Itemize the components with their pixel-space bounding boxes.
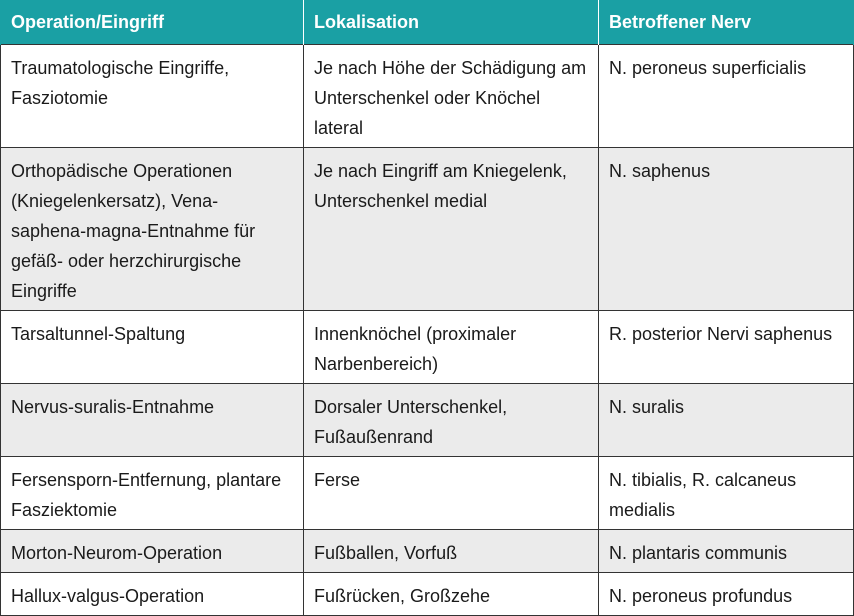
cell-lokalisation: Je nach Eingriff am Kniegelenk, Unterschenkel medial bbox=[304, 148, 599, 311]
cell-operation: Hallux-valgus-Operation bbox=[1, 573, 304, 616]
cell-operation: Tarsaltunnel-Spaltung bbox=[1, 311, 304, 384]
header-operation: Operation/Eingriff bbox=[1, 0, 304, 45]
cell-lokalisation: Fußrücken, Großzehe bbox=[304, 573, 599, 616]
table-row bbox=[1, 148, 854, 311]
cell-operation: Morton-Neurom-Operation bbox=[1, 530, 304, 573]
cell-lokalisation: Je nach Höhe der Schädigung am Unterschenkel oder Knöchel lateral bbox=[304, 45, 599, 148]
cell-operation: Traumatologische Eingriffe, Fasziotomie bbox=[1, 45, 304, 148]
cell-nerv: N. plantaris communis bbox=[599, 530, 854, 573]
table-row bbox=[1, 457, 854, 530]
cell-nerv: N. saphenus bbox=[599, 148, 854, 311]
table-header bbox=[1, 0, 854, 45]
table-row bbox=[1, 45, 854, 148]
cell-nerv: N. peroneus profundus bbox=[599, 573, 854, 616]
cell-operation: Orthopädische Operationen (Kniegelenkersatz), Vena-saphena-magna-Entnahme für gefäß- oder herzchirurgische Eingriffe bbox=[1, 148, 304, 311]
table-row bbox=[1, 530, 854, 573]
cell-operation: Fersensporn-Entfernung, plantare Fasziektomie bbox=[1, 457, 304, 530]
cell-nerv: N. tibialis, R. calcaneus medialis bbox=[599, 457, 854, 530]
cell-nerv: R. posterior Nervi saphenus bbox=[599, 311, 854, 384]
cell-lokalisation: Dorsaler Unterschenkel, Fußaußenrand bbox=[304, 384, 599, 457]
table-row bbox=[1, 384, 854, 457]
table-row bbox=[1, 573, 854, 616]
cell-lokalisation: Ferse bbox=[304, 457, 599, 530]
cell-operation: Nervus-suralis-Entnahme bbox=[1, 384, 304, 457]
table-body bbox=[1, 45, 854, 616]
cell-nerv: N. suralis bbox=[599, 384, 854, 457]
cell-lokalisation: Fußballen, Vorfuß bbox=[304, 530, 599, 573]
cell-nerv: N. peroneus superficialis bbox=[599, 45, 854, 148]
header-nerv: Betroffener Nerv bbox=[599, 0, 854, 45]
table-row bbox=[1, 311, 854, 384]
header-lokalisation: Lokalisation bbox=[304, 0, 599, 45]
header-row bbox=[1, 0, 854, 45]
cell-lokalisation: Innenknöchel (proximaler Narbenbereich) bbox=[304, 311, 599, 384]
